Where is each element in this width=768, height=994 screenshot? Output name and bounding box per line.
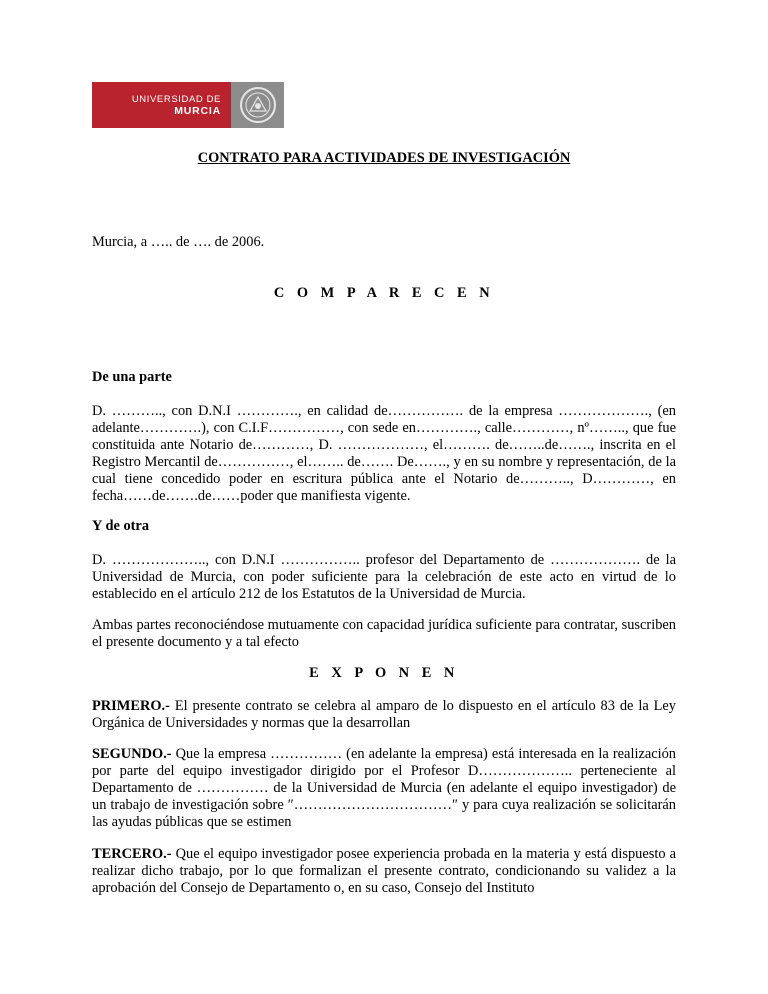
comparecen-heading: C O M P A R E C E N (273, 285, 495, 301)
part-two-paragraph: D. ……………….., con D.N.I …………….. profesor del Departamento de ………………. de la Universidad de Murcia, con poder suficiente para la celebración de este acto en virtud de lo establecido en el artículo 212 de los Estatutos de la Universidad de Murcia. (92, 552, 676, 602)
logo-line-2: MURCIA (174, 104, 221, 117)
university-logo (92, 82, 284, 128)
clause-segundo-text: Que la empresa …………… (en adelante la empresa) está interesada en la realización por parte del equipo investigador dirigido por el Profesor D……………….. perteneciente al Departamento de …………… de la Universidad de Murcia (en adelante el equipo investigador) de un trabajo de investigación sobre ″……………………………″ y para cuya realización se solicitarán las ayudas públicas que se estimen (92, 746, 676, 830)
logo-line-1: UNIVERSIDAD DE (131, 93, 221, 105)
part-one-heading: De una parte (92, 369, 172, 385)
university-seal-icon (231, 82, 284, 128)
document-title: CONTRATO PARA ACTIVIDADES DE INVESTIGACIÓN (197, 150, 571, 166)
exponen-heading: E X P O N E N (309, 665, 459, 681)
both-parties-paragraph: Ambas partes reconociéndose mutuamente con capacidad jurídica suficiente para contratar, suscriben el presente documento y a tal efecto (92, 617, 676, 650)
clause-tercero-text: Que el equipo investigador posee experiencia probada en la materia y está dispuesto a realizar dicho trabajo, por lo que formalizan el presente contrato, condicionando su validez a la aprobación del Consejo de Departamento o, en su caso, Consejo del Instituto (92, 846, 676, 896)
part-two-heading: Y de otra (92, 518, 150, 534)
clause-primero (92, 698, 676, 732)
clause-primero-label: PRIMERO.- (92, 698, 170, 714)
place-date: Murcia, a ….. de …. de 2006. (92, 234, 265, 250)
clause-segundo (92, 746, 676, 831)
clause-segundo-label: SEGUNDO.- (92, 746, 172, 762)
logo-wordmark (92, 82, 231, 128)
part-one-paragraph: D. ……….., con D.N.I …………., en calidad de……………. de la empresa ………………., (en adelante………….), con C.I.F……………, con sede en…………., calle…………, nº…….., que fue constituida ante Notario de…………, D. ………………, el………. de……..de……., inscrita en el Registro Mercantil de……………, el…….. de……. De……., y en su nombre y representación, de la cual tiene concedido poder en escritura pública ante el Notario de……….., D…………, en fecha……de…….de……poder que manifiesta vigente. (92, 403, 676, 504)
clause-tercero-label: TERCERO.- (92, 846, 172, 862)
clause-tercero (92, 846, 676, 897)
clause-primero-text: El presente contrato se celebra al amparo de lo dispuesto en el artículo 83 de la Ley Orgánica de Universidades y normas que la desarrollan (92, 698, 676, 731)
